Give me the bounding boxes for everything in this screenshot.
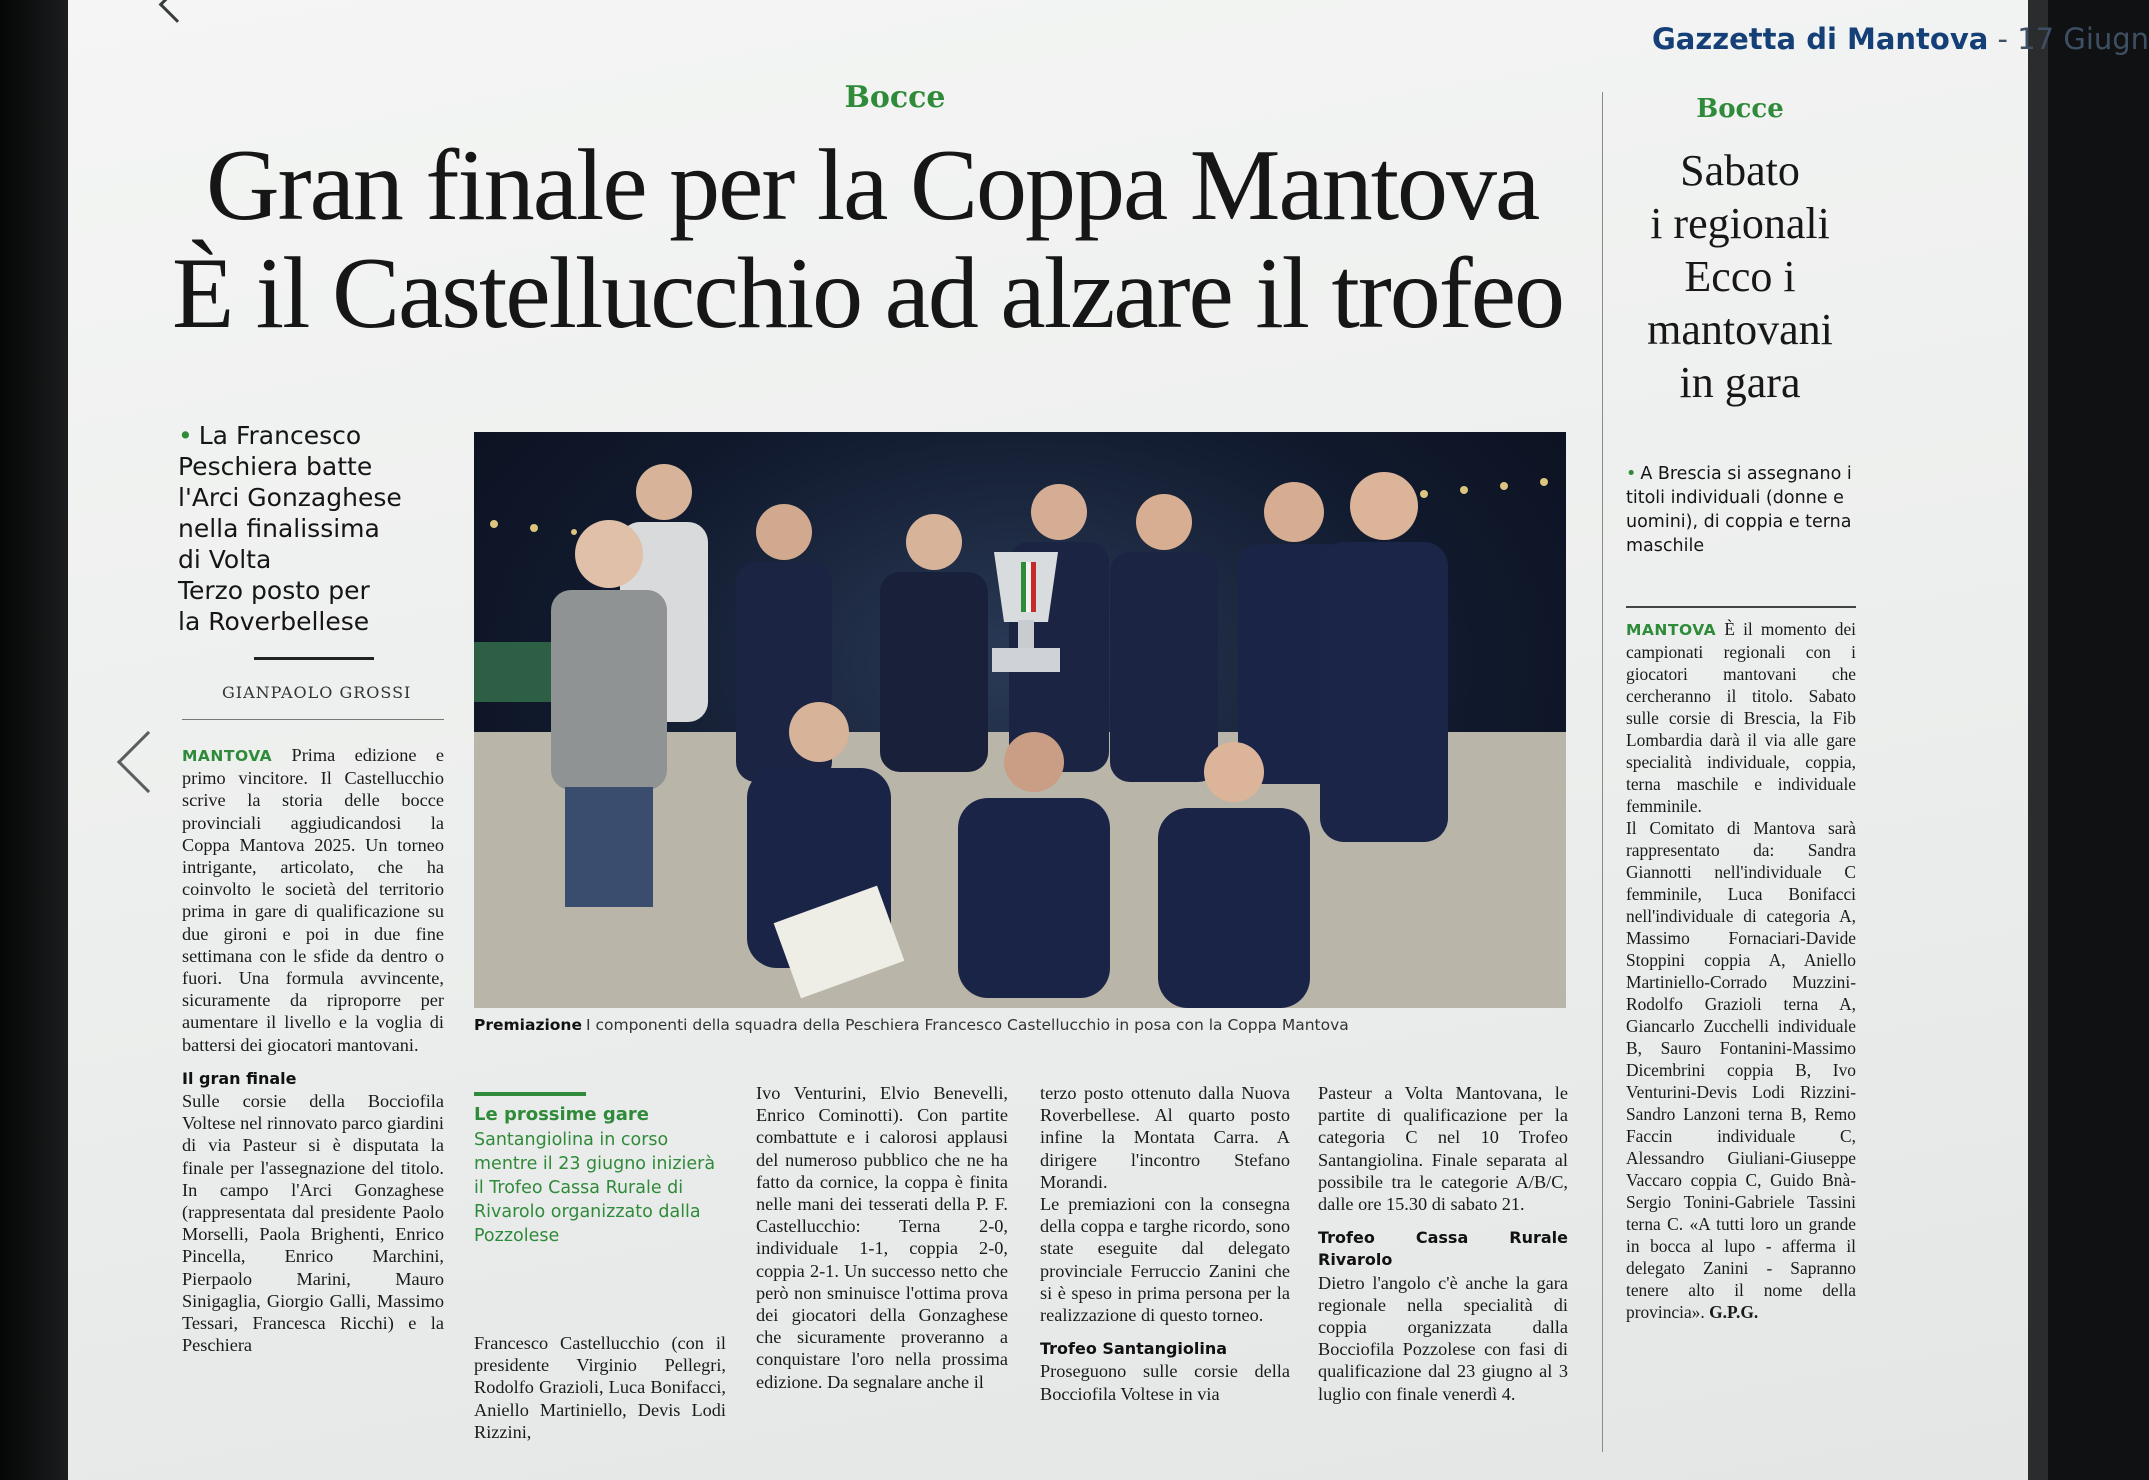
article-column-1	[182, 744, 444, 1356]
subhead-trofeo-santangiolina: Trofeo Santangiolina	[1040, 1339, 1228, 1359]
side-para-2: Il Comitato di Mantova sarà rappresentato da: Sandra Giannotti nell'individuale C femminile, Luca Bonifacci nell'individuale di categoria A, Massimo Fornaciari-Davide Stoppini coppia A, Aniello Martiniello-Corrado Muzzini-Rodolfo Grazioli terna A, Giancarlo Zucchelli individuale B, Sauro Fontanini-Massimo Dicembrini coppia B, Ivo Venturini-Devis Lodi Rizzini-Sandro Lanzoni terna B, Remo Faccin individuale C, Alessandro Giuliani-Giuseppe Vaccaro coppia C, Guido Bnà-Sergio Tonini-Gabriele Tassini terna C. «A tutti loro un grande in bocca al lupo - afferma il delegato Zanini - Sapranno tenere alto il nome della provincia».	[1626, 818, 1856, 1322]
sidebar-box-text: Santangiolina in corso mentre il 23 giugno inizierà il Trofeo Cassa Rurale di Rivarolo organizzato dalla Pozzolese	[474, 1130, 716, 1246]
side-headline-line: Ecco i	[1684, 252, 1796, 301]
byline-rule	[182, 719, 444, 720]
team-photo	[474, 432, 1566, 1008]
main-headline	[172, 129, 1592, 350]
col1-para-2: Sulle corsie della Bocciofila Voltese nel rinnovato parco giardini di via Pasteur si è disputata la finale per l'assegnazione del titolo. In campo l'Arci Gonzaghese (rappresentata dal presidente Paolo Morselli, Paola Brighenti, Enrico Pincella, Enrico Marchini, Pierpaolo Marini, Mauro Sinigaglia, Giorgio Galli, Massimo Tessari, Francesca Ricchi) e la Peschiera	[182, 1091, 444, 1356]
caption-text: I componenti della squadra della Peschiera Francesco Castellucchio in posa con la Coppa Mantova	[585, 1016, 1349, 1034]
side-dateline: MANTOVA	[1626, 621, 1717, 639]
sidebar-box-title: Le prossime gare	[474, 1104, 650, 1125]
publication-header	[1652, 22, 2149, 56]
summary-line: nella finalissima	[178, 514, 380, 543]
side-summary-text: A Brescia si assegnano i titoli individuali (donne e uomini), di coppia e terna maschile	[1626, 464, 1852, 556]
summary-line: Peschiera batte	[178, 452, 373, 481]
col4-para-3: Proseguono sulle corsie della Bocciofila Voltese in via	[1040, 1361, 1290, 1404]
back-chevron-icon[interactable]	[159, 0, 196, 23]
side-signature: G.P.G.	[1709, 1302, 1759, 1322]
summary-line: Terzo posto per	[178, 576, 370, 605]
col1-para-1: Prima edizione e primo vincitore. Il Castellucchio scrive la storia delle bocce provinciali aggiudicandosi la Coppa Mantova 2025. Un torneo intrigante, articolato, che ha coinvolto le società del territorio prima in gare di qualificazione su due gironi e poi in due fine settimana con le sfide da dentro o fuori. Una formula avvincente, sicuramente da riproporre per aumentare il livello e la voglia di battersi dei giocatori mantovani.	[182, 745, 444, 1055]
bullet-icon: •	[1626, 464, 1637, 484]
side-headline-line: in gara	[1679, 358, 1801, 407]
main-summary	[178, 420, 440, 637]
side-headline-line: mantovani	[1647, 305, 1833, 354]
subhead-trofeo-cassa-rurale: Trofeo Cassa Rurale Rivarolo	[1318, 1228, 1568, 1270]
summary-rule	[254, 657, 374, 660]
article-column-4	[1040, 1082, 1290, 1405]
main-kicker: Bocce	[844, 80, 946, 115]
side-article-column	[1626, 618, 1856, 1323]
team-photo-illustration	[474, 432, 1566, 1008]
summary-line: la Roverbellese	[178, 607, 370, 636]
monitor-bezel-left	[0, 0, 68, 1480]
col4-para-1: terzo posto ottenuto dalla Nuova Roverbellese. Al quarto posto infine la Montata Carra. A dirigere l'incontro Stefano Morandi.	[1040, 1083, 1290, 1192]
side-summary	[1626, 462, 1856, 558]
dateline: MANTOVA	[182, 747, 273, 765]
photo-caption	[474, 1016, 1566, 1034]
summary-line: • La Francesco	[178, 421, 362, 450]
article-column-2: Francesco Castellucchio (con il presidente Virginio Pellegri, Rodolfo Grazioli, Luca Bonifacci, Aniello Martiniello, Devis Lodi Rizzini,	[474, 1333, 726, 1442]
byline: GIANPAOLO GROSSI	[222, 683, 412, 702]
side-headline-line: Sabato	[1680, 146, 1800, 195]
summary-line: di Volta	[178, 545, 272, 574]
side-headline	[1600, 144, 1880, 409]
col5-para-1: Pasteur a Volta Mantovana, le partite di qualificazione per la categoria C nel 10 Trofeo Santangiolina. Finale separata al possibile tra le categorie A/B/C, dalle ore 15.30 di sabato 21.	[1318, 1083, 1568, 1215]
headline-line-1: Gran finale per la Coppa Mantova	[206, 129, 1539, 242]
subhead-gran-finale: Il gran finale	[182, 1068, 297, 1088]
side-headline-line: i regionali	[1650, 199, 1830, 248]
summary-line: l'Arci Gonzaghese	[178, 483, 402, 512]
headline-line-2: È il Castellucchio ad alzare il trofeo	[172, 237, 1564, 350]
sidebar-box-rule	[474, 1092, 586, 1096]
bullet-icon: •	[178, 421, 193, 450]
side-kicker: Bocce	[1696, 94, 1784, 124]
article-column-5	[1318, 1082, 1568, 1405]
col4-para-2: Le premiazioni con la consegna della coppa e targhe ricordo, sono state eseguite dal delegato provinciale Ferruccio Zanini che si è speso in prima persona per la realizzazione di questo torneo.	[1040, 1194, 1290, 1326]
publication-name: Gazzetta di Mantova	[1652, 22, 1989, 56]
side-para-1: È il momento dei campionati regionali con i giocatori mantovani che cercheranno il titolo. Sabato sulle corsie di Brescia, la Fib Lombardia darà il via alle gare specialità individuale, coppia, terna maschile e individuale femminile.	[1626, 619, 1856, 816]
article-column-3: Ivo Venturini, Elvio Benevelli, Enrico Cominotti). Con partite combattute e i calorosi applausi del numeroso pubblico che ne ha fatto da cornice, la coppa è finita nelle mani dei tesserati della P. F. Castellucchio: Terna 2-0, individuale 1-1, coppia 2-0, coppia 2-1. Un successo netto che però non sminuisce l'ottima prova dei giocatori della Gonzaghese che sicuramente proveranno a conquistare l'oro nella prossima edizione. Da segnalare anche il	[756, 1083, 1008, 1392]
side-summary-rule	[1626, 606, 1856, 608]
caption-label: Premiazione	[474, 1016, 582, 1034]
publication-date: - 17 Giugn	[1988, 22, 2149, 56]
col5-para-2: Dietro l'angolo c'è anche la gara regionale nella specialità di coppia organizzata dalla Bocciofila Pozzolese con fasi di qualificazione dal 23 giugno al 3 luglio con finale venerdì 4.	[1318, 1272, 1568, 1404]
